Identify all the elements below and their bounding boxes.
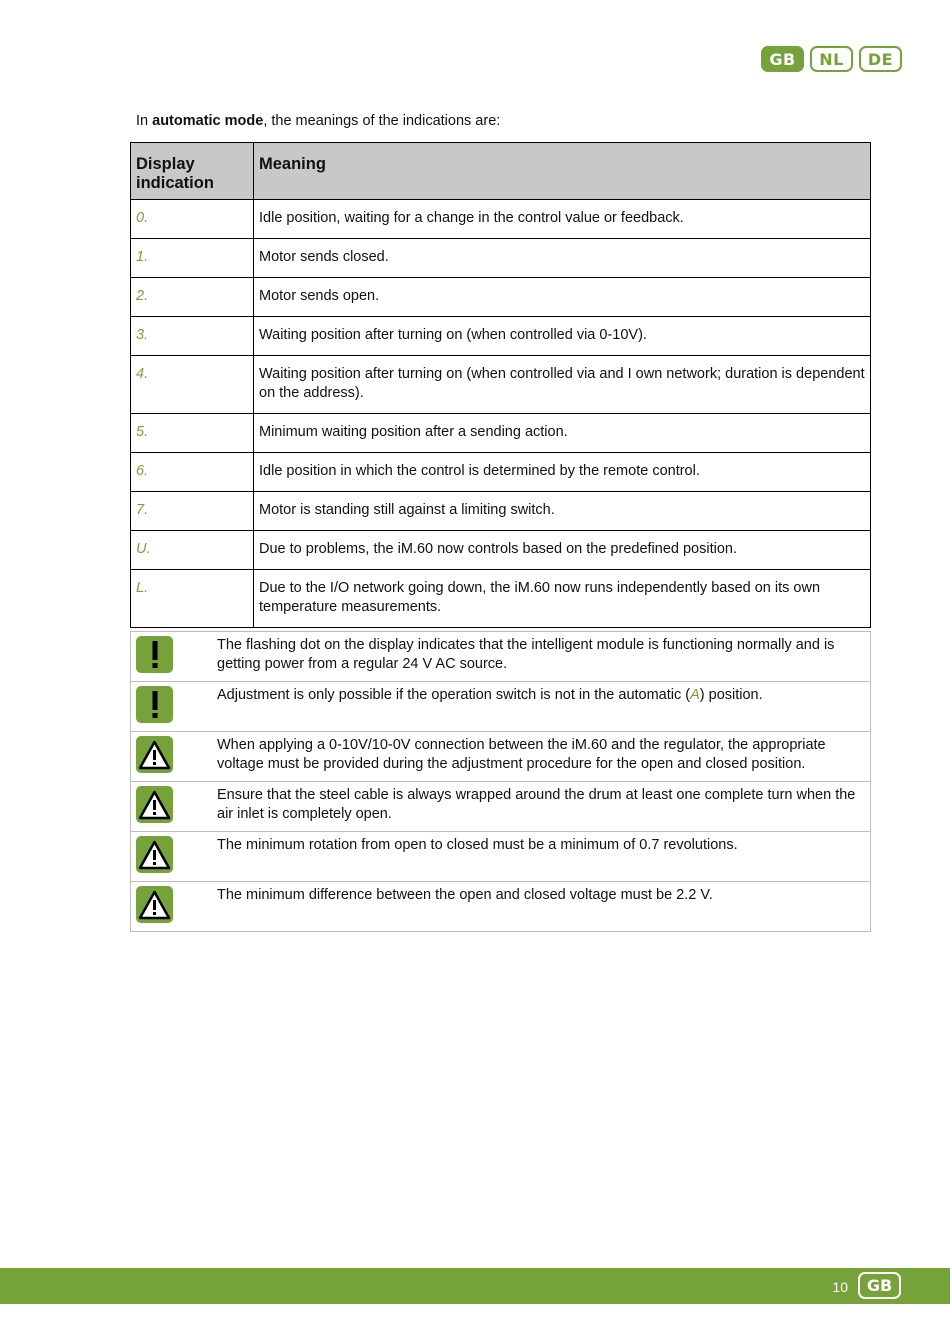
notes-list <box>130 631 871 932</box>
intro-prefix: In <box>136 113 153 129</box>
display-code: 6. <box>131 453 254 492</box>
display-code: L. <box>131 570 254 628</box>
column-header-display <box>131 143 254 200</box>
meaning-cell: Due to the I/O network going down, the iM.60 now runs independently based on its own temperature measurements. <box>254 570 871 628</box>
table-row <box>131 278 871 317</box>
note-text: Ensure that the steel cable is always wrapped around the drum at least one complete turn when the air inlet is completely open. <box>207 782 871 832</box>
note-icon-cell <box>131 782 208 832</box>
meaning-cell: Idle position in which the control is determined by the remote control. <box>254 453 871 492</box>
table-row <box>131 531 871 570</box>
display-code: U. <box>131 531 254 570</box>
display-code: 4. <box>131 356 254 414</box>
note-row <box>131 682 871 732</box>
header-meaning-label: Meaning <box>259 155 326 173</box>
warning-triangle-icon <box>136 836 173 873</box>
table-row <box>131 317 871 356</box>
table-row <box>131 414 871 453</box>
warning-triangle-icon <box>136 786 173 823</box>
meaning-cell: Motor sends open. <box>254 278 871 317</box>
table-row <box>131 356 871 414</box>
note-row <box>131 782 871 832</box>
table-row <box>131 453 871 492</box>
meaning-cell: Due to problems, the iM.60 now controls based on the predefined position. <box>254 531 871 570</box>
note-text-before: Adjustment is only possible if the operation switch is not in the automatic ( <box>217 687 691 703</box>
display-code: 2. <box>131 278 254 317</box>
note-icon-cell <box>131 682 208 732</box>
table-row <box>131 570 871 628</box>
language-tab-nl[interactable]: NL <box>810 46 853 72</box>
page-number: 10 <box>832 1279 848 1295</box>
note-text: The minimum difference between the open and closed voltage must be 2.2 V. <box>207 882 871 932</box>
note-highlight: A <box>690 687 700 703</box>
note-icon-cell <box>131 882 208 932</box>
language-tab-gb[interactable]: GB <box>761 46 804 72</box>
note-row <box>131 832 871 882</box>
note-icon-cell <box>131 632 208 682</box>
display-code: 3. <box>131 317 254 356</box>
note-row <box>131 632 871 682</box>
table-row <box>131 492 871 531</box>
header-display-label: Display indication <box>136 155 214 192</box>
note-text: The flashing dot on the display indicates that the intelligent module is functioning normally and is getting power from a regular 24 V AC source. <box>207 632 871 682</box>
language-selector <box>761 46 902 72</box>
meaning-cell: Waiting position after turning on (when controlled via 0-10V). <box>254 317 871 356</box>
footer-bar <box>0 1268 950 1304</box>
note-icon-cell <box>131 732 208 782</box>
intro-suffix: , the meanings of the indications are: <box>263 113 501 129</box>
meaning-cell: Minimum waiting position after a sending action. <box>254 414 871 453</box>
meaning-cell: Motor sends closed. <box>254 239 871 278</box>
exclamation-icon <box>136 636 173 673</box>
footer-language-badge: GB <box>858 1272 901 1299</box>
meaning-cell: Idle position, waiting for a change in the control value or feedback. <box>254 200 871 239</box>
indication-table <box>130 142 871 628</box>
language-tab-de[interactable]: DE <box>859 46 902 72</box>
meaning-cell: Motor is standing still against a limiting switch. <box>254 492 871 531</box>
display-code: 1. <box>131 239 254 278</box>
note-icon-cell <box>131 832 208 882</box>
note-text: When applying a 0-10V/10-0V connection between the iM.60 and the regulator, the appropriate voltage must be provided during the adjustment procedure for the open and closed position. <box>207 732 871 782</box>
note-row <box>131 882 871 932</box>
column-header-meaning <box>254 143 871 200</box>
display-code: 5. <box>131 414 254 453</box>
table-header-row <box>131 143 871 200</box>
intro-bold: automatic mode <box>152 113 264 129</box>
warning-triangle-icon <box>136 736 173 773</box>
note-text: The minimum rotation from open to closed must be a minimum of 0.7 revolutions. <box>207 832 871 882</box>
warning-triangle-icon <box>136 886 173 923</box>
display-code: 0. <box>131 200 254 239</box>
table-row <box>131 239 871 278</box>
intro-text <box>136 113 500 129</box>
display-code: 7. <box>131 492 254 531</box>
exclamation-icon <box>136 686 173 723</box>
note-row <box>131 732 871 782</box>
note-text-after: ) position. <box>699 687 763 703</box>
note-text <box>207 682 871 732</box>
table-row <box>131 200 871 239</box>
meaning-cell: Waiting position after turning on (when controlled via and I own network; duration is dependent on the address). <box>254 356 871 414</box>
